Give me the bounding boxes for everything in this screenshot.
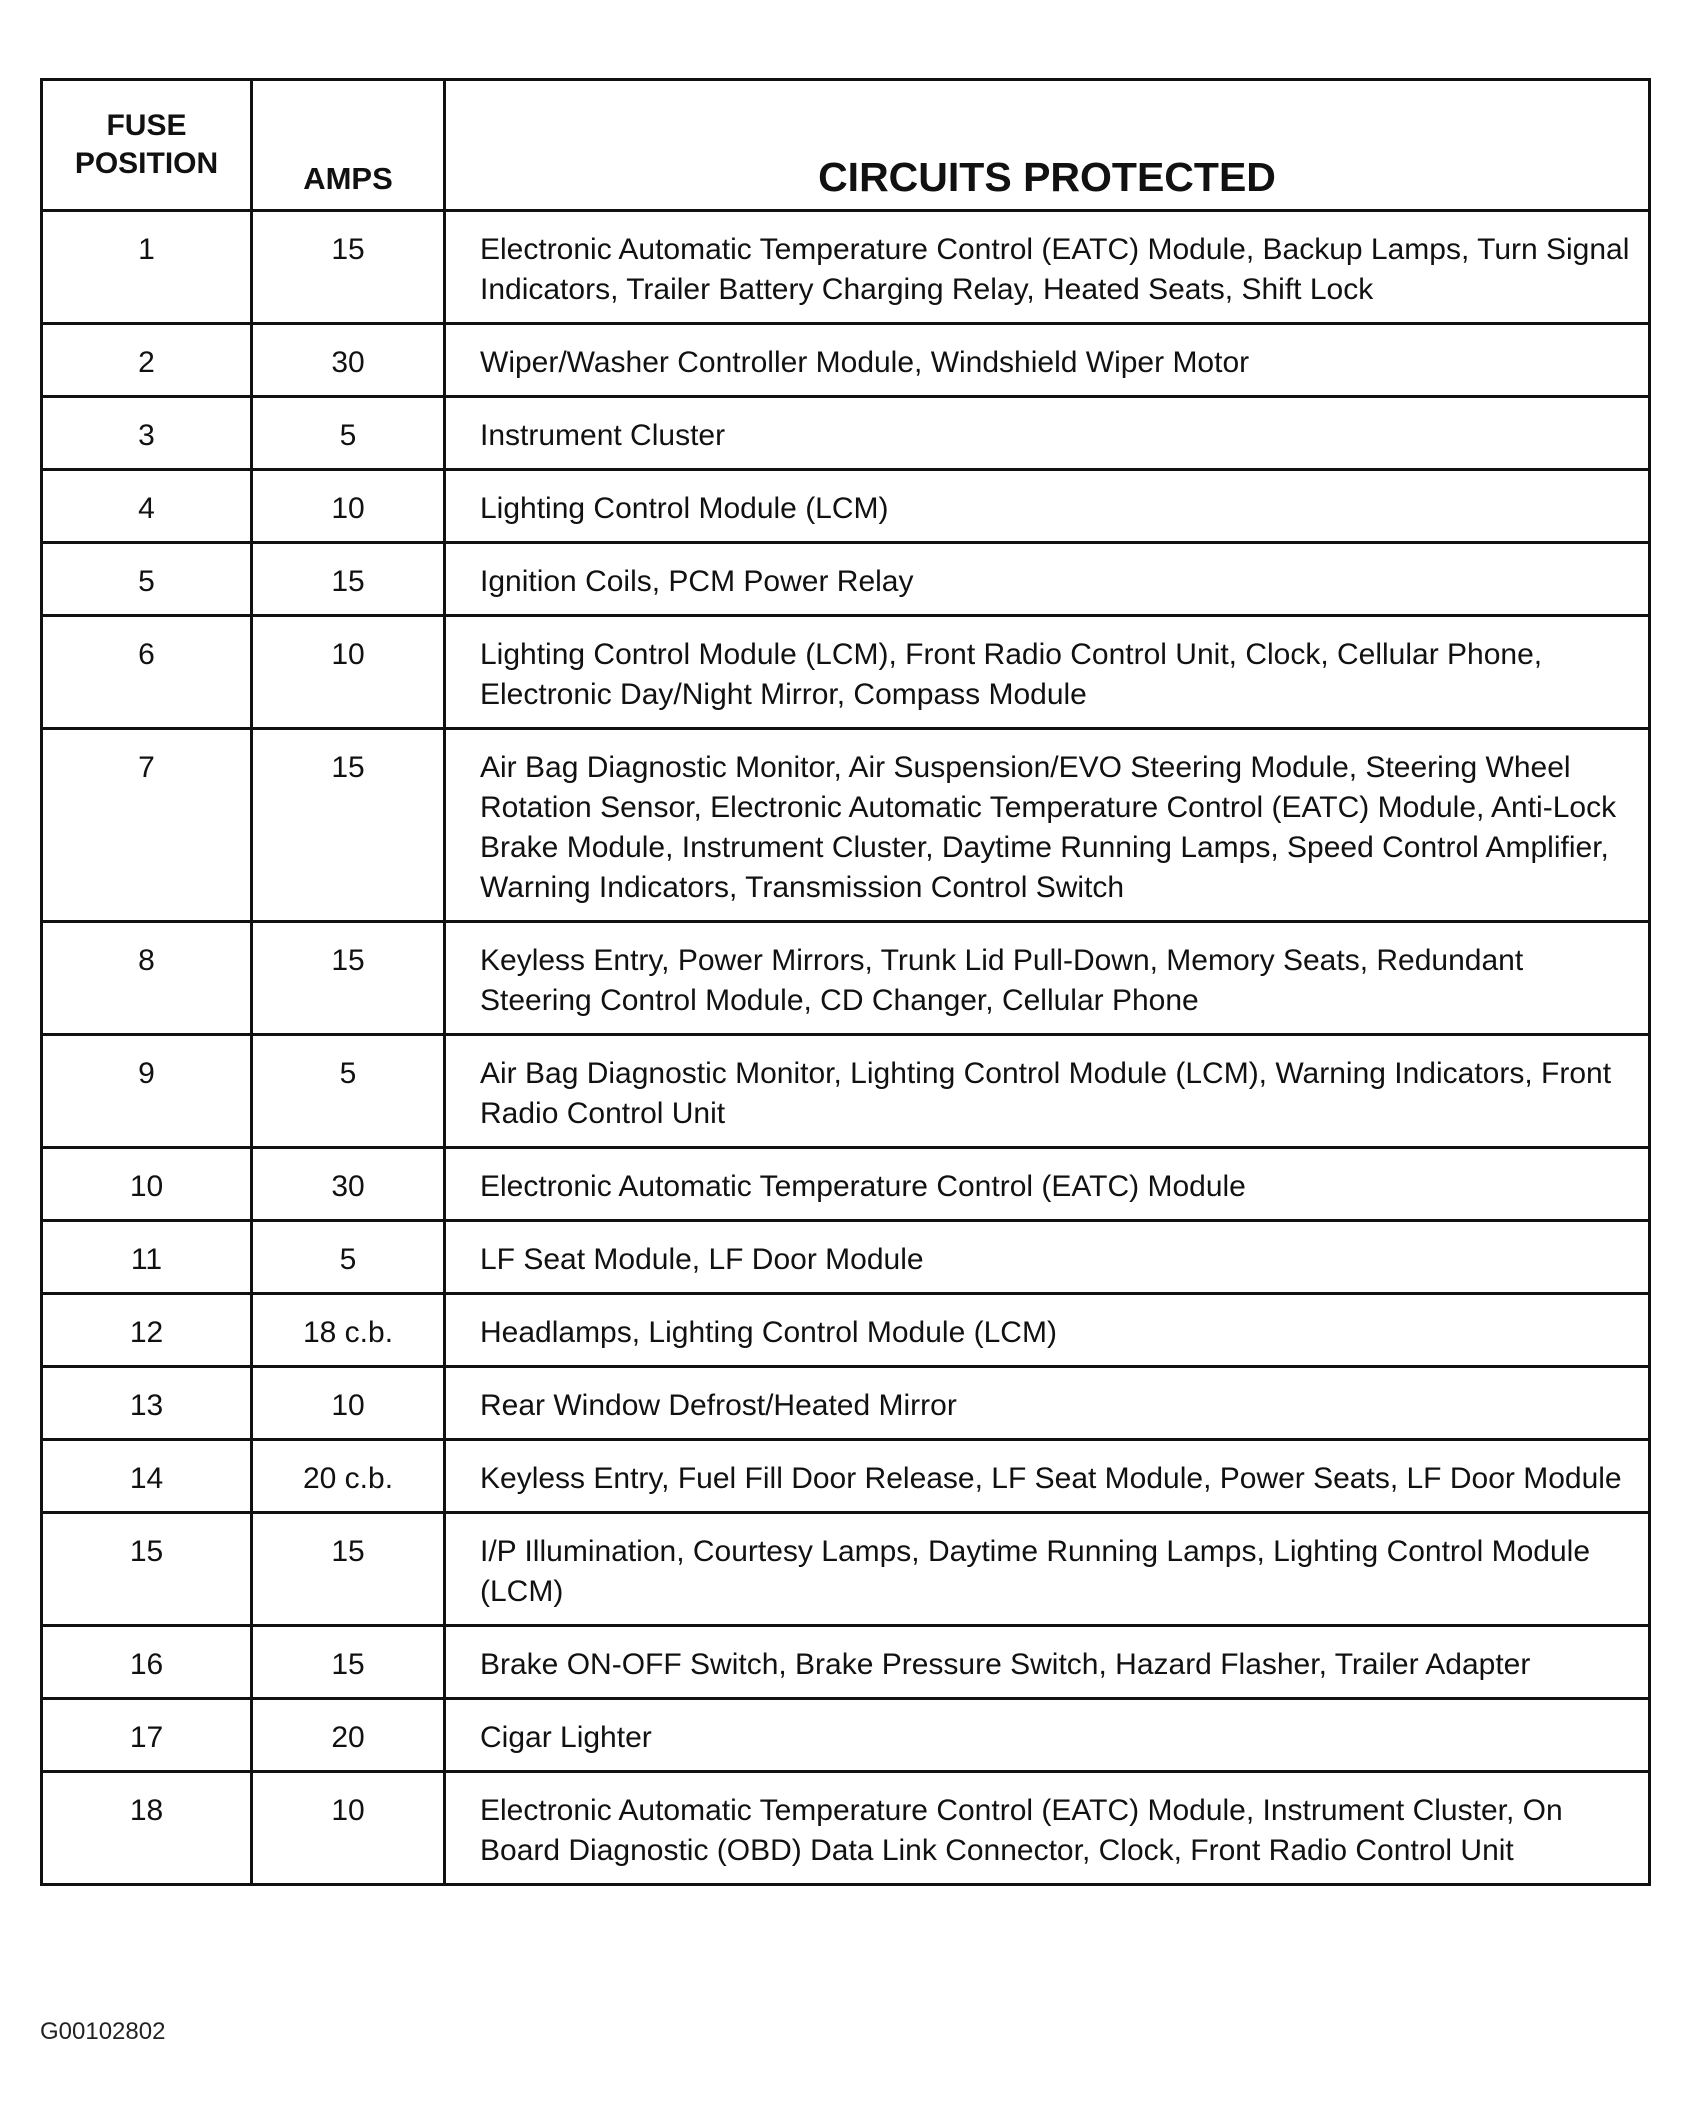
amps-cell: 5 [252, 1221, 445, 1294]
circuits-protected-cell: Lighting Control Module (LCM) [445, 470, 1650, 543]
amps-cell: 15 [252, 1513, 445, 1626]
fuse-position-cell: 12 [42, 1294, 252, 1367]
fuse-position-cell: 11 [42, 1221, 252, 1294]
amps-cell: 20 [252, 1699, 445, 1772]
figure-id: G00102802 [40, 2018, 166, 2045]
amps-cell: 5 [252, 1035, 445, 1148]
table-body [42, 211, 1650, 1885]
amps-cell: 10 [252, 470, 445, 543]
circuits-protected-cell: I/P Illumination, Courtesy Lamps, Daytime Running Lamps, Lighting Control Module (LCM) [445, 1513, 1650, 1626]
table-row [42, 1699, 1650, 1772]
fuse-position-cell: 6 [42, 616, 252, 729]
circuits-protected-cell: Wiper/Washer Controller Module, Windshield Wiper Motor [445, 324, 1650, 397]
header-amps: AMPS [252, 80, 445, 211]
table-row [42, 470, 1650, 543]
table-row [42, 1440, 1650, 1513]
table-row [42, 616, 1650, 729]
fuse-position-cell: 1 [42, 211, 252, 324]
circuits-protected-cell: Keyless Entry, Power Mirrors, Trunk Lid Pull-Down, Memory Seats, Redundant Steering Control Module, CD Changer, Cellular Phone [445, 922, 1650, 1035]
fuse-position-cell: 8 [42, 922, 252, 1035]
amps-cell: 30 [252, 1148, 445, 1221]
table-row [42, 1221, 1650, 1294]
table-row [42, 324, 1650, 397]
circuits-protected-cell: Ignition Coils, PCM Power Relay [445, 543, 1650, 616]
fuse-position-cell: 9 [42, 1035, 252, 1148]
circuits-protected-cell: Lighting Control Module (LCM), Front Radio Control Unit, Clock, Cellular Phone, Electronic Day/Night Mirror, Compass Module [445, 616, 1650, 729]
fuse-position-cell: 14 [42, 1440, 252, 1513]
amps-cell: 20 c.b. [252, 1440, 445, 1513]
table-row [42, 1626, 1650, 1699]
circuits-protected-cell: Instrument Cluster [445, 397, 1650, 470]
circuits-protected-cell: Headlamps, Lighting Control Module (LCM) [445, 1294, 1650, 1367]
table-row [42, 397, 1650, 470]
table-row [42, 1294, 1650, 1367]
circuits-protected-cell: Brake ON-OFF Switch, Brake Pressure Switch, Hazard Flasher, Trailer Adapter [445, 1626, 1650, 1699]
table-header [42, 80, 1650, 211]
table-row [42, 211, 1650, 324]
table-row [42, 1513, 1650, 1626]
amps-cell: 5 [252, 397, 445, 470]
circuits-protected-cell: Electronic Automatic Temperature Control (EATC) Module [445, 1148, 1650, 1221]
table-row [42, 729, 1650, 922]
fuse-position-cell: 10 [42, 1148, 252, 1221]
circuits-protected-cell: Keyless Entry, Fuel Fill Door Release, LF Seat Module, Power Seats, LF Door Module [445, 1440, 1650, 1513]
fuse-position-cell: 2 [42, 324, 252, 397]
table-row [42, 1035, 1650, 1148]
table-row [42, 1148, 1650, 1221]
fuse-position-cell: 18 [42, 1772, 252, 1885]
amps-cell: 15 [252, 1626, 445, 1699]
amps-cell: 30 [252, 324, 445, 397]
header-row [42, 80, 1650, 211]
fuse-position-cell: 7 [42, 729, 252, 922]
amps-cell: 18 c.b. [252, 1294, 445, 1367]
fuse-position-cell: 5 [42, 543, 252, 616]
fuse-position-cell: 3 [42, 397, 252, 470]
amps-cell: 10 [252, 1772, 445, 1885]
fuse-position-cell: 17 [42, 1699, 252, 1772]
circuits-protected-cell: Electronic Automatic Temperature Control (EATC) Module, Instrument Cluster, On Board Diagnostic (OBD) Data Link Connector, Clock, Front Radio Control Unit [445, 1772, 1650, 1885]
fuse-position-cell: 16 [42, 1626, 252, 1699]
circuits-protected-cell: Air Bag Diagnostic Monitor, Air Suspension/EVO Steering Module, Steering Wheel Rotation Sensor, Electronic Automatic Temperature Control (EATC) Module, Anti-Lock Brake Module, Instrument Cluster, Daytime Running Lamps, Speed Control Amplifier, Warning Indicators, Transmission Control Switch [445, 729, 1650, 922]
table-row [42, 1772, 1650, 1885]
table-row [42, 543, 1650, 616]
amps-cell: 10 [252, 1367, 445, 1440]
header-circuits-protected: CIRCUITS PROTECTED [445, 80, 1650, 211]
amps-cell: 15 [252, 211, 445, 324]
circuits-protected-cell: Air Bag Diagnostic Monitor, Lighting Control Module (LCM), Warning Indicators, Front Radio Control Unit [445, 1035, 1650, 1148]
fuse-position-cell: 15 [42, 1513, 252, 1626]
fuse-position-cell: 13 [42, 1367, 252, 1440]
amps-cell: 15 [252, 729, 445, 922]
table-row [42, 922, 1650, 1035]
circuits-protected-cell: LF Seat Module, LF Door Module [445, 1221, 1650, 1294]
circuits-protected-cell: Rear Window Defrost/Heated Mirror [445, 1367, 1650, 1440]
amps-cell: 10 [252, 616, 445, 729]
header-fuse-position: FUSE POSITION [42, 80, 252, 211]
fuse-position-cell: 4 [42, 470, 252, 543]
amps-cell: 15 [252, 922, 445, 1035]
circuits-protected-cell: Electronic Automatic Temperature Control (EATC) Module, Backup Lamps, Turn Signal Indicators, Trailer Battery Charging Relay, Heated Seats, Shift Lock [445, 211, 1650, 324]
circuits-protected-cell: Cigar Lighter [445, 1699, 1650, 1772]
fuse-table [40, 78, 1651, 1886]
table-row [42, 1367, 1650, 1440]
amps-cell: 15 [252, 543, 445, 616]
